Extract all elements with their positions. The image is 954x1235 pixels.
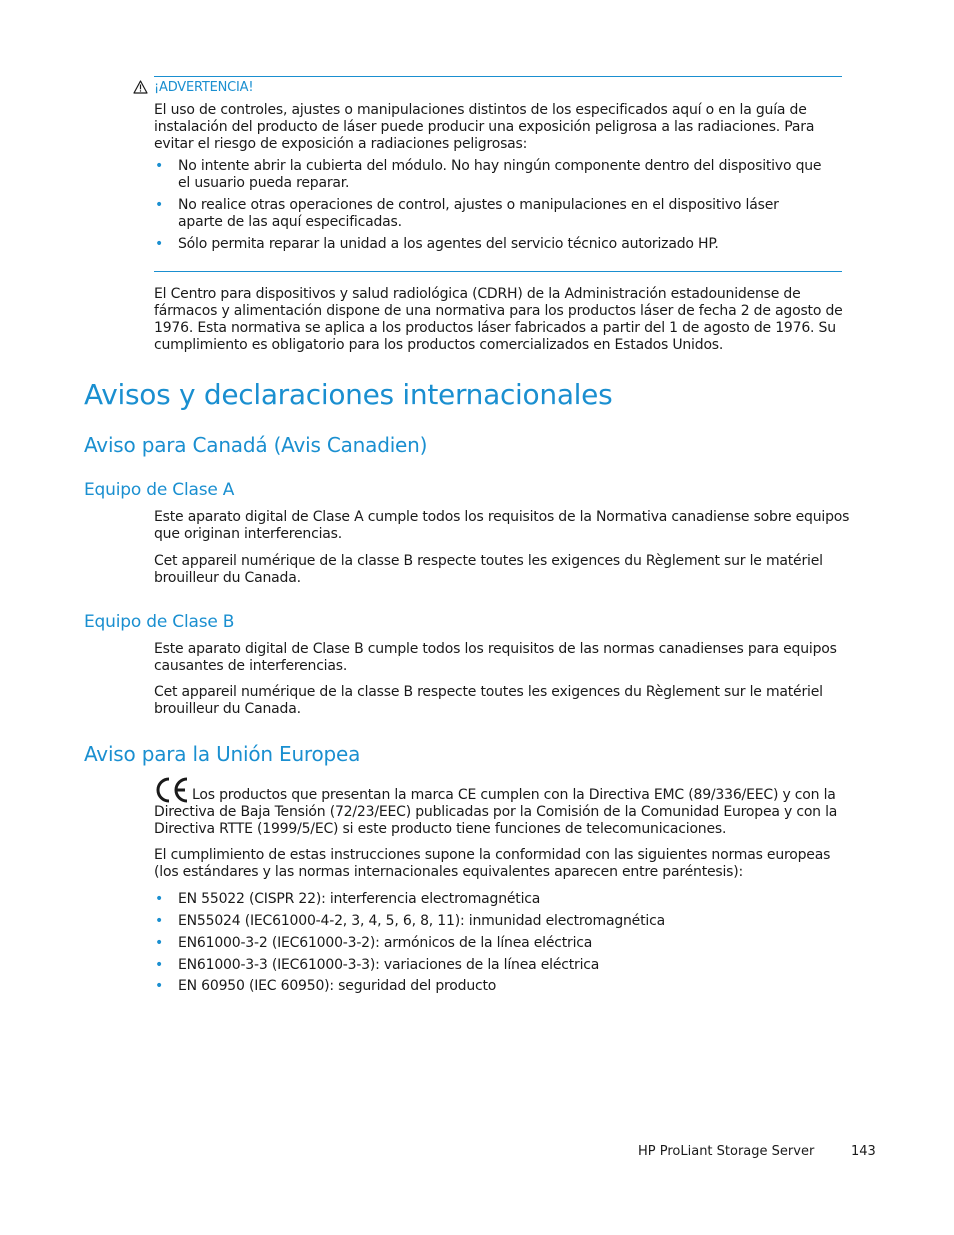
class-a-heading: Equipo de Clase A [84,480,235,500]
bullet-icon: • [155,891,164,907]
warning-bottom-rule [154,271,842,272]
eu-compliance-paragraph: El cumplimiento de estas instrucciones supone la conformidad con las siguientes normas europeas (los estándares y las normas internacionales equivalentes aparecen entre paréntesis): [154,847,831,880]
eu-standard-item: EN 60950 (IEC 60950): seguridad del producto [178,978,497,994]
warning-triangle-icon [133,80,148,94]
footer-product-name: HP ProLiant Storage Server [638,1144,815,1159]
bullet-icon: • [155,913,164,929]
warning-text: El uso de controles, ajustes o manipulaciones distintos de los especificados aquí o en la guía de instalación del producto de láser puede producir una exposición peligrosa a las radiaciones. Para evitar el riesgo de exposición a radiaciones peligrosas: [154,102,815,152]
class-b-heading: Equipo de Clase B [84,612,235,632]
section-title: Avisos y declaraciones internacionales [84,378,613,411]
bullet-icon: • [155,978,164,994]
bullet-icon: • [155,935,164,951]
cdrh-paragraph: El Centro para dispositivos y salud radiológica (CDRH) de la Administración estadounidense de fármacos y alimentación dispone de una normativa para los productos láser de fecha 2 de agosto de 1976. Esta normativa se aplica a los productos láser fabricados a partir del 1 de agosto de 1976. Su cumplimiento es obligatorio para los productos comercializados en Estados Unidos. [154,286,843,353]
eu-standard-item: EN 55022 (CISPR 22): interferencia electromagnética [178,891,541,907]
class-a-paragraph-fr: Cet appareil numérique de la classe B respecte toutes les exigences du Règlement sur le matériel brouilleur du Canada. [154,553,823,586]
warning-item: No realice otras operaciones de control, ajustes o manipulaciones en el dispositivo láser aparte de las aquí especificadas. [178,197,779,230]
eu-heading: Aviso para la Unión Europea [84,742,361,766]
canada-heading: Aviso para Canadá (Avis Canadien) [84,433,428,457]
class-b-paragraph-es: Este aparato digital de Clase B cumple todos los requisitos de las normas canadienses para equipos causantes de interferencias. [154,641,837,674]
eu-standard-item: EN61000-3-3 (IEC61000-3-3): variaciones de la línea eléctrica [178,957,600,973]
bullet-icon: • [155,197,164,213]
class-b-paragraph-fr: Cet appareil numérique de la classe B respecte toutes les exigences du Règlement sur le matériel brouilleur du Canada. [154,684,823,717]
warning-title: ¡ADVERTENCIA! [154,80,254,95]
bullet-icon: • [155,236,164,252]
warning-item: Sólo permita reparar la unidad a los agentes del servicio técnico autorizado HP. [178,236,719,252]
bullet-icon: • [155,957,164,973]
ce-paragraph [154,787,859,838]
eu-standard-item: EN61000-3-2 (IEC61000-3-2): armónicos de la línea eléctrica [178,935,593,951]
ce-text: Los productos que presentan la marca CE cumplen con la Directiva EMC (89/336/EEC) y con la Directiva de Baja Tensión (72/23/EEC) publicadas por la Comisión de la Comunidad Europea y con la Directiva RTTE (1999/5/EC) si este producto tiene funciones de telecomunicaciones. [154,787,838,837]
warning-top-rule [154,76,842,77]
warning-item: No intente abrir la cubierta del módulo. No hay ningún componente dentro del dispositivo que el usuario pueda reparar. [178,158,822,191]
class-a-paragraph-es: Este aparato digital de Clase A cumple todos los requisitos de la Normativa canadiense sobre equipos que originan interferencias. [154,509,850,542]
page-number: 143 [851,1144,876,1159]
eu-standard-item: EN55024 (IEC61000-4-2, 3, 4, 5, 6, 8, 11): inmunidad electromagnética [178,913,665,929]
bullet-icon: • [155,158,164,174]
